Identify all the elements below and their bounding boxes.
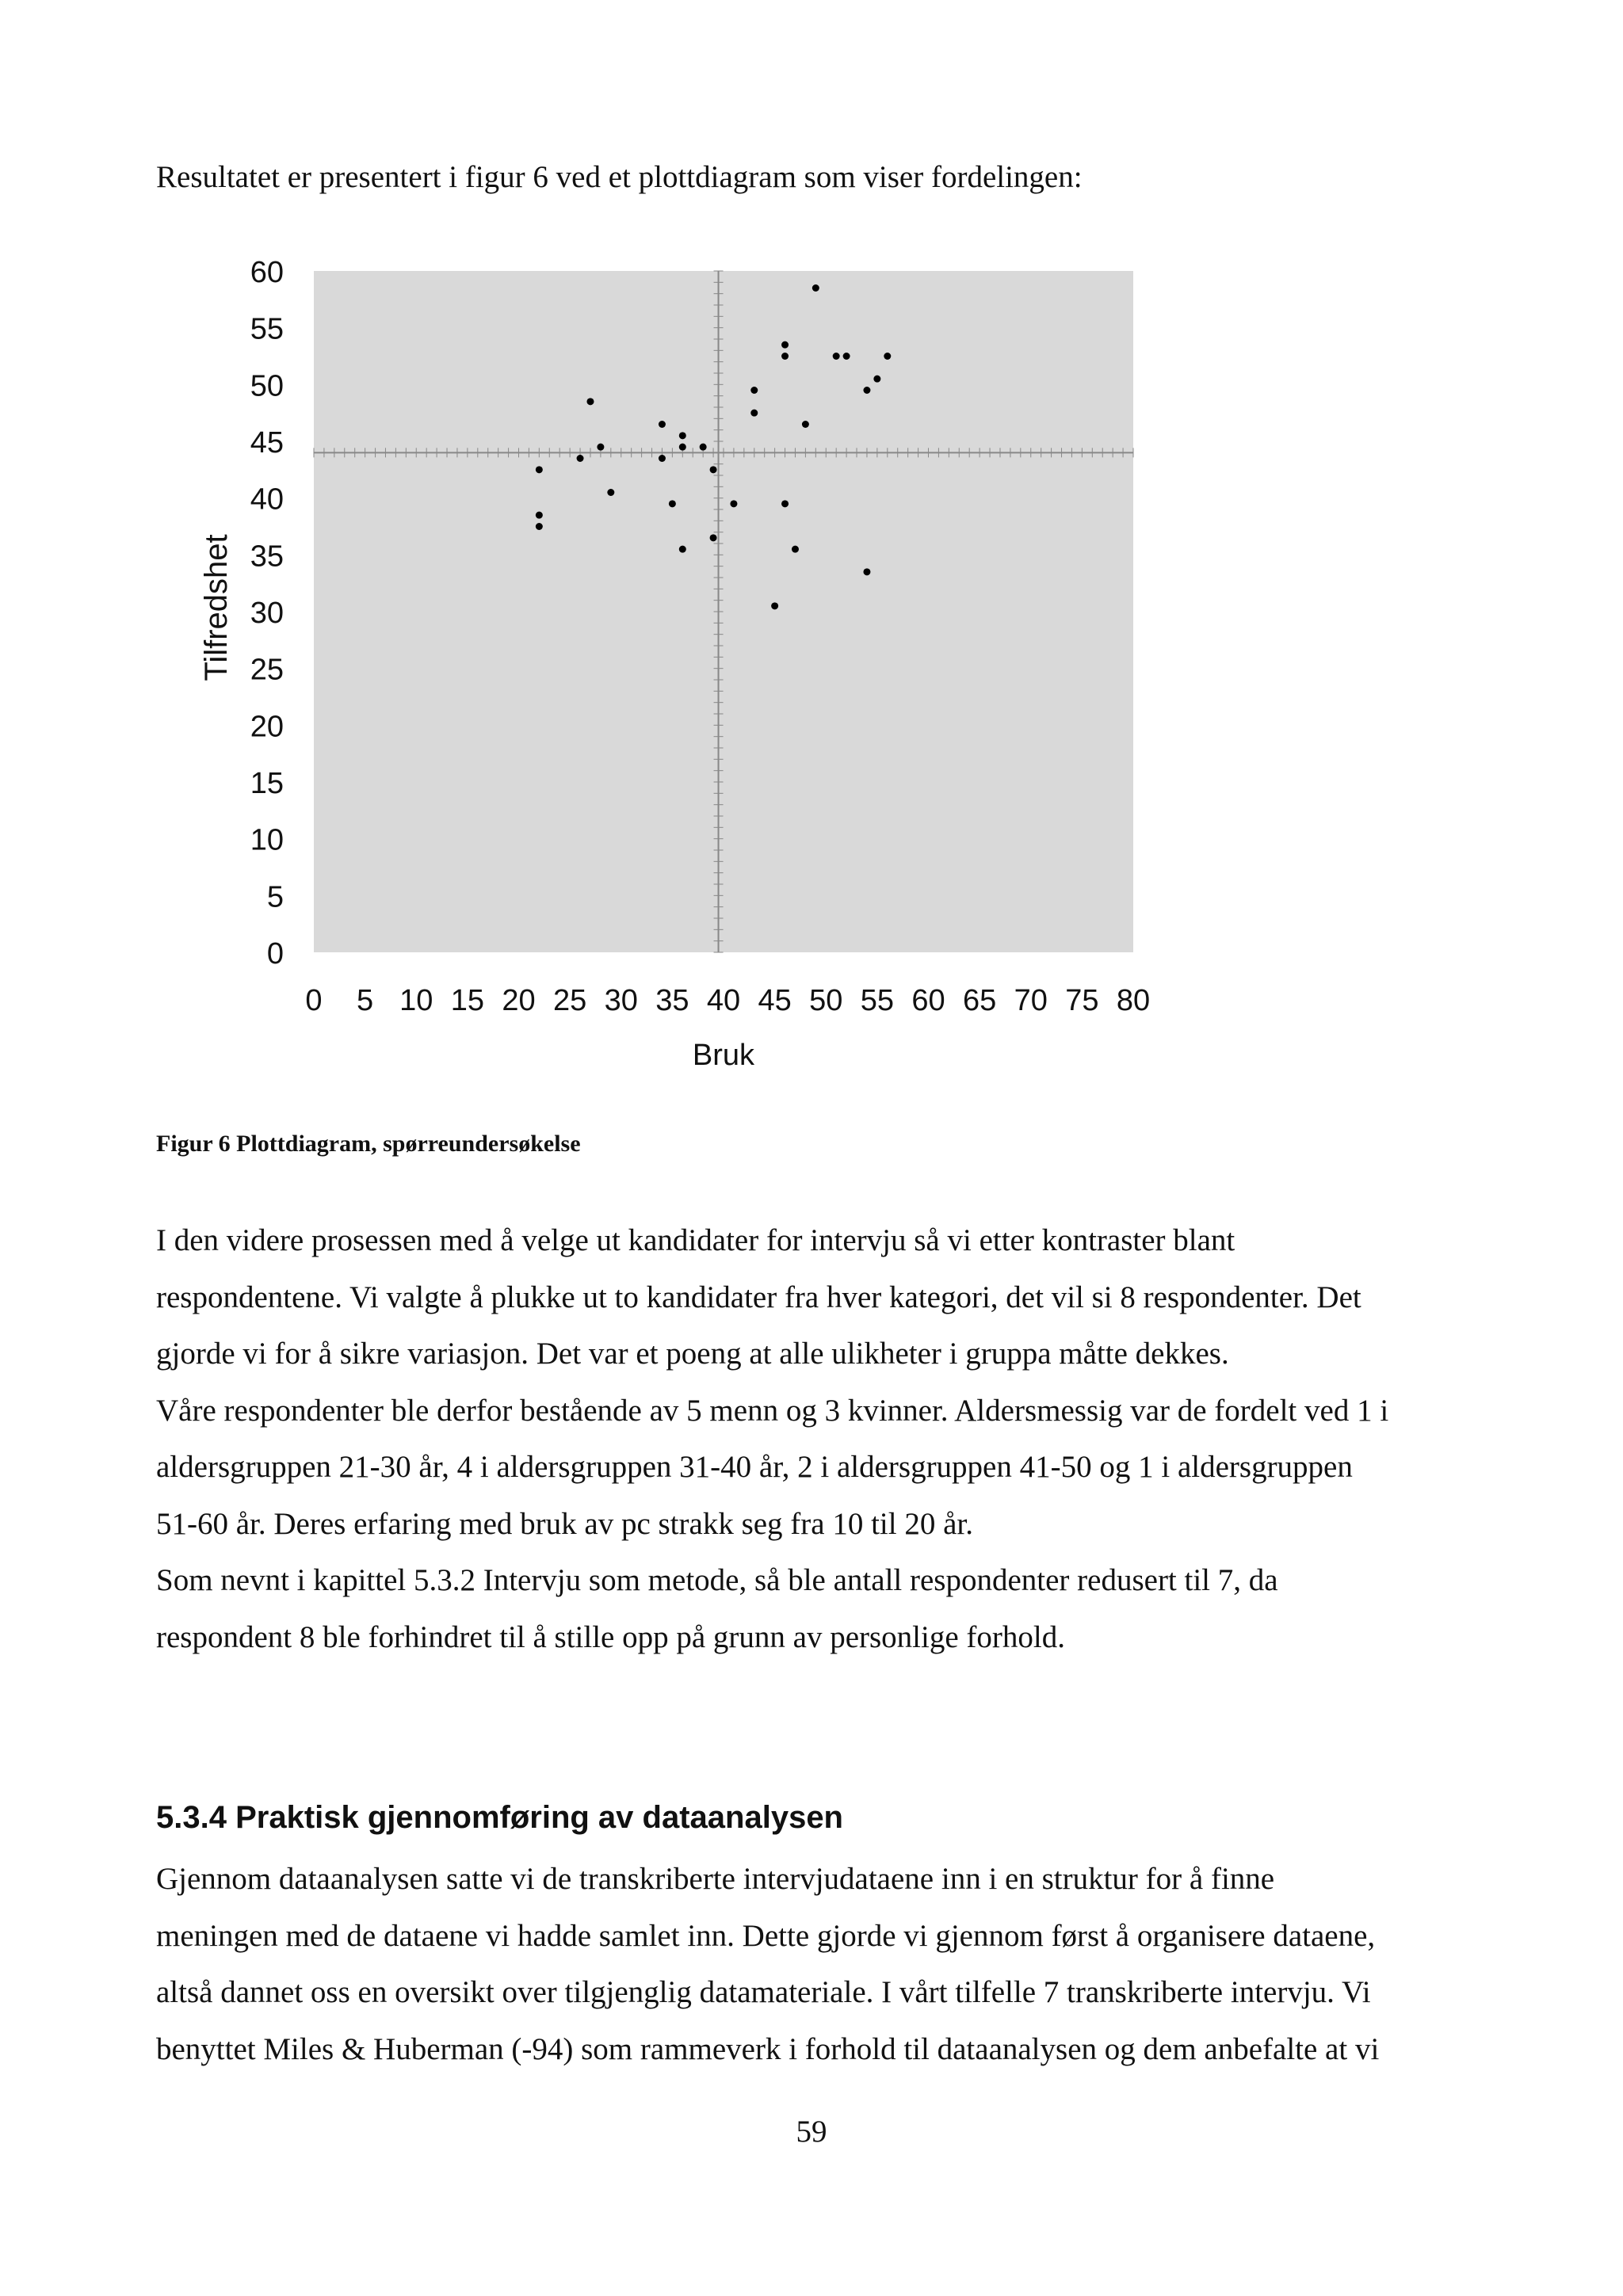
x-tick-label: 60: [911, 984, 945, 1017]
x-tick-label: 15: [450, 984, 485, 1017]
x-tick-label: 65: [962, 984, 997, 1017]
data-point: [792, 546, 799, 553]
scatter-chart: [0, 0, 1623, 1109]
y-tick-label: 40: [250, 482, 284, 517]
x-tick-label: 55: [860, 984, 895, 1017]
data-point: [833, 353, 840, 360]
data-point: [659, 455, 666, 462]
x-tick-label: 20: [502, 984, 536, 1017]
paragraph2-line: Gjennom dataanalysen satte vi de transkriberte intervjudataene inn i en struktur for å finne: [156, 1862, 1275, 1896]
y-tick-label: 25: [250, 653, 284, 687]
x-axis-label: Bruk: [692, 1039, 755, 1072]
x-tick-label: 35: [655, 984, 689, 1017]
data-point: [781, 500, 789, 507]
paragraph1-line: Som nevnt i kapittel 5.3.2 Intervju som metode, så ble antall respondenter redusert til 7, da: [156, 1563, 1278, 1597]
data-point: [781, 341, 789, 349]
data-point: [536, 466, 543, 473]
x-tick-label: 50: [809, 984, 843, 1017]
data-point: [730, 500, 737, 507]
data-point: [597, 444, 604, 451]
data-point: [812, 284, 819, 292]
intro-text: Resultatet er presentert i figur 6 ved et plottdiagram som viser fordelingen:: [156, 160, 1083, 194]
data-point: [679, 444, 686, 451]
x-tick-label: 10: [399, 984, 433, 1017]
data-point: [750, 387, 758, 394]
data-point: [863, 387, 870, 394]
paragraph2-line: altså dannet oss en oversikt over tilgjenglig datamateriale. I vårt tilfelle 7 transkriberte intervju. Vi: [156, 1975, 1371, 2009]
data-point: [679, 546, 686, 553]
paragraph2-line: meningen med de dataene vi hadde samlet inn. Dette gjorde vi gjennom først å organisere dataene,: [156, 1918, 1376, 1953]
paragraph1-line: Våre respondenter ble derfor bestående av 5 menn og 3 kvinner. Aldersmessig var de fordelt ved 1 i: [156, 1393, 1389, 1428]
data-point: [536, 523, 543, 530]
data-point: [873, 376, 880, 383]
data-point: [700, 444, 707, 451]
y-tick-label: 45: [250, 426, 284, 460]
x-tick-labels: [305, 984, 1150, 1017]
y-tick-label: 5: [266, 880, 284, 914]
paragraph-dataanalyse: [156, 1851, 1379, 2077]
data-point: [710, 466, 717, 473]
y-tick-label: 35: [250, 540, 284, 574]
x-tick-label: 30: [604, 984, 638, 1017]
y-tick-label: 55: [250, 312, 284, 346]
paragraph1-line: I den videre prosessen med å velge ut kandidater for intervju så vi etter kontraster blant: [156, 1223, 1235, 1257]
y-tick-label: 50: [250, 369, 284, 403]
paragraph1-line: gjorde vi for å sikre variasjon. Det var et poeng at alle ulikheter i gruppa måtte dekkes.: [156, 1337, 1229, 1371]
data-point: [863, 568, 870, 575]
data-point: [750, 410, 758, 417]
section-heading: 5.3.4 Praktisk gjennomføring av dataanalysen: [156, 1800, 843, 1835]
paragraph-kandidater: [156, 1212, 1388, 1665]
data-point: [586, 398, 594, 405]
paragraph1-line: respondent 8 ble forhindret til å stille opp på grunn av personlige forhold.: [156, 1619, 1065, 1654]
y-tick-labels: [250, 256, 284, 971]
data-point: [802, 421, 809, 428]
paragraph1-line: respondentene. Vi valgte å plukke ut to kandidater fra hver kategori, det vil si 8 respondenter. Det: [156, 1280, 1361, 1314]
data-point: [577, 455, 584, 462]
x-tick-label: 40: [706, 984, 741, 1017]
data-point: [843, 353, 850, 360]
data-point: [781, 353, 789, 360]
x-tick-label: 80: [1116, 984, 1151, 1017]
x-tick-label: 5: [357, 984, 374, 1017]
x-tick-label: 75: [1065, 984, 1099, 1017]
paragraph2-line: benyttet Miles & Huberman (-94) som rammeverk i forhold til dataanalysen og dem anbefalte at vi: [156, 2031, 1380, 2066]
paragraph1-line: aldersgruppen 21-30 år, 4 i aldersgruppen 31-40 år, 2 i aldersgruppen 41-50 og 1 i aldersgruppen: [156, 1450, 1353, 1484]
y-tick-label: 60: [250, 256, 284, 289]
data-point: [536, 512, 543, 519]
y-axis-label: Tilfredshet: [199, 534, 234, 681]
plot-area: [314, 271, 1133, 952]
x-tick-label: 25: [552, 984, 587, 1017]
data-point: [710, 534, 717, 541]
y-tick-label: 0: [266, 937, 284, 971]
x-tick-label: 70: [1014, 984, 1048, 1017]
x-tick-label: 45: [758, 984, 792, 1017]
paragraph1-line: 51-60 år. Deres erfaring med bruk av pc strakk seg fra 10 til 20 år.: [156, 1506, 973, 1541]
y-tick-label: 10: [250, 823, 284, 857]
data-point: [679, 432, 686, 439]
figure-caption: Figur 6 Plottdiagram, spørreundersøkelse: [156, 1131, 581, 1157]
data-point: [884, 353, 891, 360]
data-point: [771, 602, 778, 609]
y-tick-label: 30: [250, 597, 284, 630]
y-tick-label: 15: [250, 767, 284, 800]
y-tick-label: 20: [250, 710, 284, 744]
x-tick-label: 0: [305, 984, 323, 1017]
data-point: [669, 500, 676, 507]
data-point: [659, 421, 666, 428]
page-number: 59: [796, 2115, 827, 2149]
data-point: [607, 489, 614, 496]
